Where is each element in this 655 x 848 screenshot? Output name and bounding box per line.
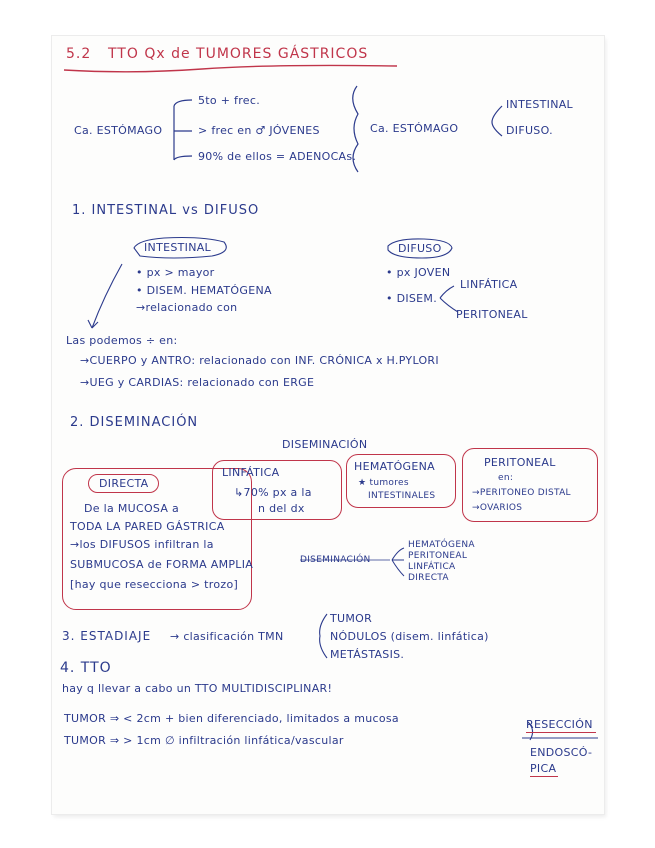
- tnm-item: METÁSTASIS.: [330, 648, 405, 661]
- peritoneal-line: en:: [498, 473, 514, 483]
- notebook-page: [52, 36, 604, 814]
- summary-item: PERITONEAL: [408, 551, 468, 561]
- location-row: →CUERPO y ANTRO: relacionado con INF. CRÓNICA x H.PYLORI: [80, 354, 439, 367]
- linfatica-label: LINFÁTICA: [222, 466, 280, 479]
- peritoneal-line: →PERITONEO DISTAL: [472, 488, 571, 498]
- intro-right-item: INTESTINAL: [506, 98, 573, 111]
- directa-line: TODA LA PARED GÁSTRICA: [70, 520, 225, 533]
- linfatica-line: n del dx: [258, 502, 305, 515]
- intestinal-item: • DISEM. HEMATÓGENA: [136, 284, 272, 297]
- intro-right-item: DIFUSO.: [506, 124, 553, 137]
- title-text: TTO Qx de TUMORES GÁSTRICOS: [108, 46, 369, 62]
- intro-left-item: > frec en ♂ JÓVENES: [198, 124, 320, 137]
- intestinal-item: • px > mayor: [136, 266, 215, 279]
- diseminacion-summary-label: DISEMINACIÓN: [300, 555, 371, 565]
- directa-label: DIRECTA: [88, 474, 159, 493]
- tnm-item: TUMOR: [330, 612, 373, 625]
- difuso-item: • px JOVEN: [386, 266, 451, 279]
- linfatica-line: ↳70% px a la: [234, 486, 312, 499]
- section-4-heading: 4. TTO: [60, 660, 112, 676]
- result-underline: [526, 732, 596, 733]
- hematogena-line: INTESTINALES: [368, 491, 436, 501]
- diseminacion-title: DISEMINACIÓN: [282, 438, 368, 451]
- section-3-heading: 3. ESTADIAJE: [62, 629, 152, 643]
- peritoneal-line: →OVARIOS: [472, 503, 523, 513]
- directa-line: SUBMUCOSA de FORMA AMPLIA: [70, 558, 254, 571]
- intro-left-label: Ca. ESTÓMAGO: [74, 124, 163, 137]
- intestinal-item: →relacionado con: [136, 301, 238, 314]
- result-underline: [530, 776, 558, 777]
- divide-line: Las podemos ÷ en:: [66, 334, 178, 347]
- intestinal-label: INTESTINAL: [144, 241, 211, 254]
- hematogena-label: HEMATÓGENA: [354, 460, 435, 473]
- directa-line: →los DIFUSOS infiltran la: [70, 538, 214, 551]
- peritoneal-label: PERITONEAL: [484, 456, 556, 469]
- estadiaje-arrow: → clasificación TMN: [170, 630, 284, 643]
- summary-item: HEMATÓGENA: [408, 540, 475, 550]
- difuso-label: DIFUSO: [398, 242, 442, 255]
- hematogena-line: ★ tumores: [358, 478, 409, 488]
- title-number: 5.2: [66, 46, 92, 62]
- directa-line: De la MUCOSA a: [84, 502, 180, 515]
- tto-row: TUMOR ⇒ < 2cm + bien diferenciado, limitados a mucosa: [64, 712, 399, 725]
- difuso-branch: LINFÁTICA: [460, 278, 518, 291]
- intro-left-item: 5to + frec.: [198, 94, 261, 107]
- tto-row: TUMOR ⇒ > 1cm ∅ infiltración linfática/vascular: [64, 734, 344, 747]
- tnm-item: NÓDULOS (disem. linfática): [330, 630, 489, 643]
- difuso-branch: PERITONEAL: [456, 308, 528, 321]
- tto-result: PICA: [530, 762, 557, 775]
- location-row: →UEG y CARDIAS: relacionado con ERGE: [80, 376, 315, 389]
- directa-line: [hay que resecciona > trozo]: [70, 578, 239, 591]
- tto-line: hay q llevar a cabo un TTO MULTIDISCIPLINAR!: [62, 682, 333, 695]
- tto-result: RESECCIÓN: [526, 718, 593, 731]
- section-1-heading: 1. INTESTINAL vs DIFUSO: [72, 203, 260, 218]
- summary-item: DIRECTA: [408, 573, 449, 583]
- summary-item: LINFÁTICA: [408, 562, 456, 572]
- intro-left-item: 90% de ellos = ADENOCAs.: [198, 150, 357, 163]
- section-2-heading: 2. DISEMINACIÓN: [70, 415, 199, 430]
- difuso-disem: • DISEM.: [386, 292, 438, 305]
- tto-result: ENDOSCÓ-: [530, 746, 593, 759]
- intro-right-label: Ca. ESTÓMAGO: [370, 122, 459, 135]
